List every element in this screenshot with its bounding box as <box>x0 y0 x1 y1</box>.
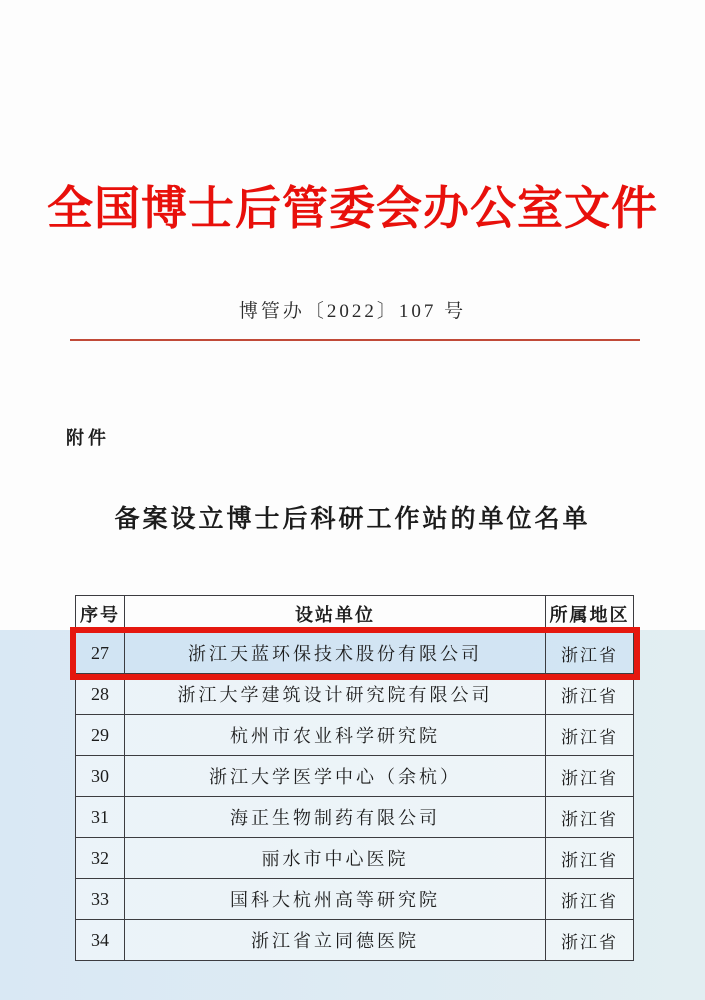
region-cell: 浙江省 <box>546 715 634 756</box>
station-table <box>75 595 634 961</box>
row-number-cell: 32 <box>76 838 125 879</box>
row-number-cell: 27 <box>76 633 125 674</box>
unit-name-cell: 浙江省立同德医院 <box>125 920 546 961</box>
table-row <box>76 879 634 920</box>
header-row <box>76 596 634 633</box>
attachment-label: 附件 <box>66 428 110 448</box>
unit-name-cell: 浙江大学建筑设计研究院有限公司 <box>125 674 546 715</box>
column-header-region: 所属地区 <box>546 596 634 633</box>
unit-name-cell: 杭州市农业科学研究院 <box>125 715 546 756</box>
region-cell: 浙江省 <box>546 633 634 674</box>
region-cell: 浙江省 <box>546 879 634 920</box>
table-row-highlighted <box>76 633 634 674</box>
region-cell: 浙江省 <box>546 838 634 879</box>
unit-name-cell: 国科大杭州高等研究院 <box>125 879 546 920</box>
unit-name-cell: 浙江天蓝环保技术股份有限公司 <box>125 633 546 674</box>
row-number-cell: 31 <box>76 797 125 838</box>
station-table-header <box>76 596 634 633</box>
row-number-cell: 34 <box>76 920 125 961</box>
table-row <box>76 756 634 797</box>
document-title: 全国博士后管委会办公室文件 <box>47 183 658 234</box>
table-row <box>76 674 634 715</box>
column-header-number: 序号 <box>76 596 125 633</box>
region-cell: 浙江省 <box>546 756 634 797</box>
table-row <box>76 715 634 756</box>
list-title: 备案设立博士后科研工作站的单位名单 <box>114 506 591 533</box>
row-number-cell: 29 <box>76 715 125 756</box>
region-cell: 浙江省 <box>546 674 634 715</box>
region-cell: 浙江省 <box>546 920 634 961</box>
row-number-cell: 28 <box>76 674 125 715</box>
unit-name-cell: 海正生物制药有限公司 <box>125 797 546 838</box>
table-row <box>76 920 634 961</box>
unit-name-cell: 浙江大学医学中心（余杭） <box>125 756 546 797</box>
station-table-body <box>76 633 634 961</box>
row-number-cell: 33 <box>76 879 125 920</box>
unit-name-cell: 丽水市中心医院 <box>125 838 546 879</box>
table-row <box>76 797 634 838</box>
region-cell: 浙江省 <box>546 797 634 838</box>
table-row <box>76 838 634 879</box>
red-divider-rule <box>70 339 640 341</box>
column-header-unit: 设站单位 <box>125 596 546 633</box>
document-number: 博管办〔2022〕107 号 <box>238 301 467 322</box>
row-number-cell: 30 <box>76 756 125 797</box>
